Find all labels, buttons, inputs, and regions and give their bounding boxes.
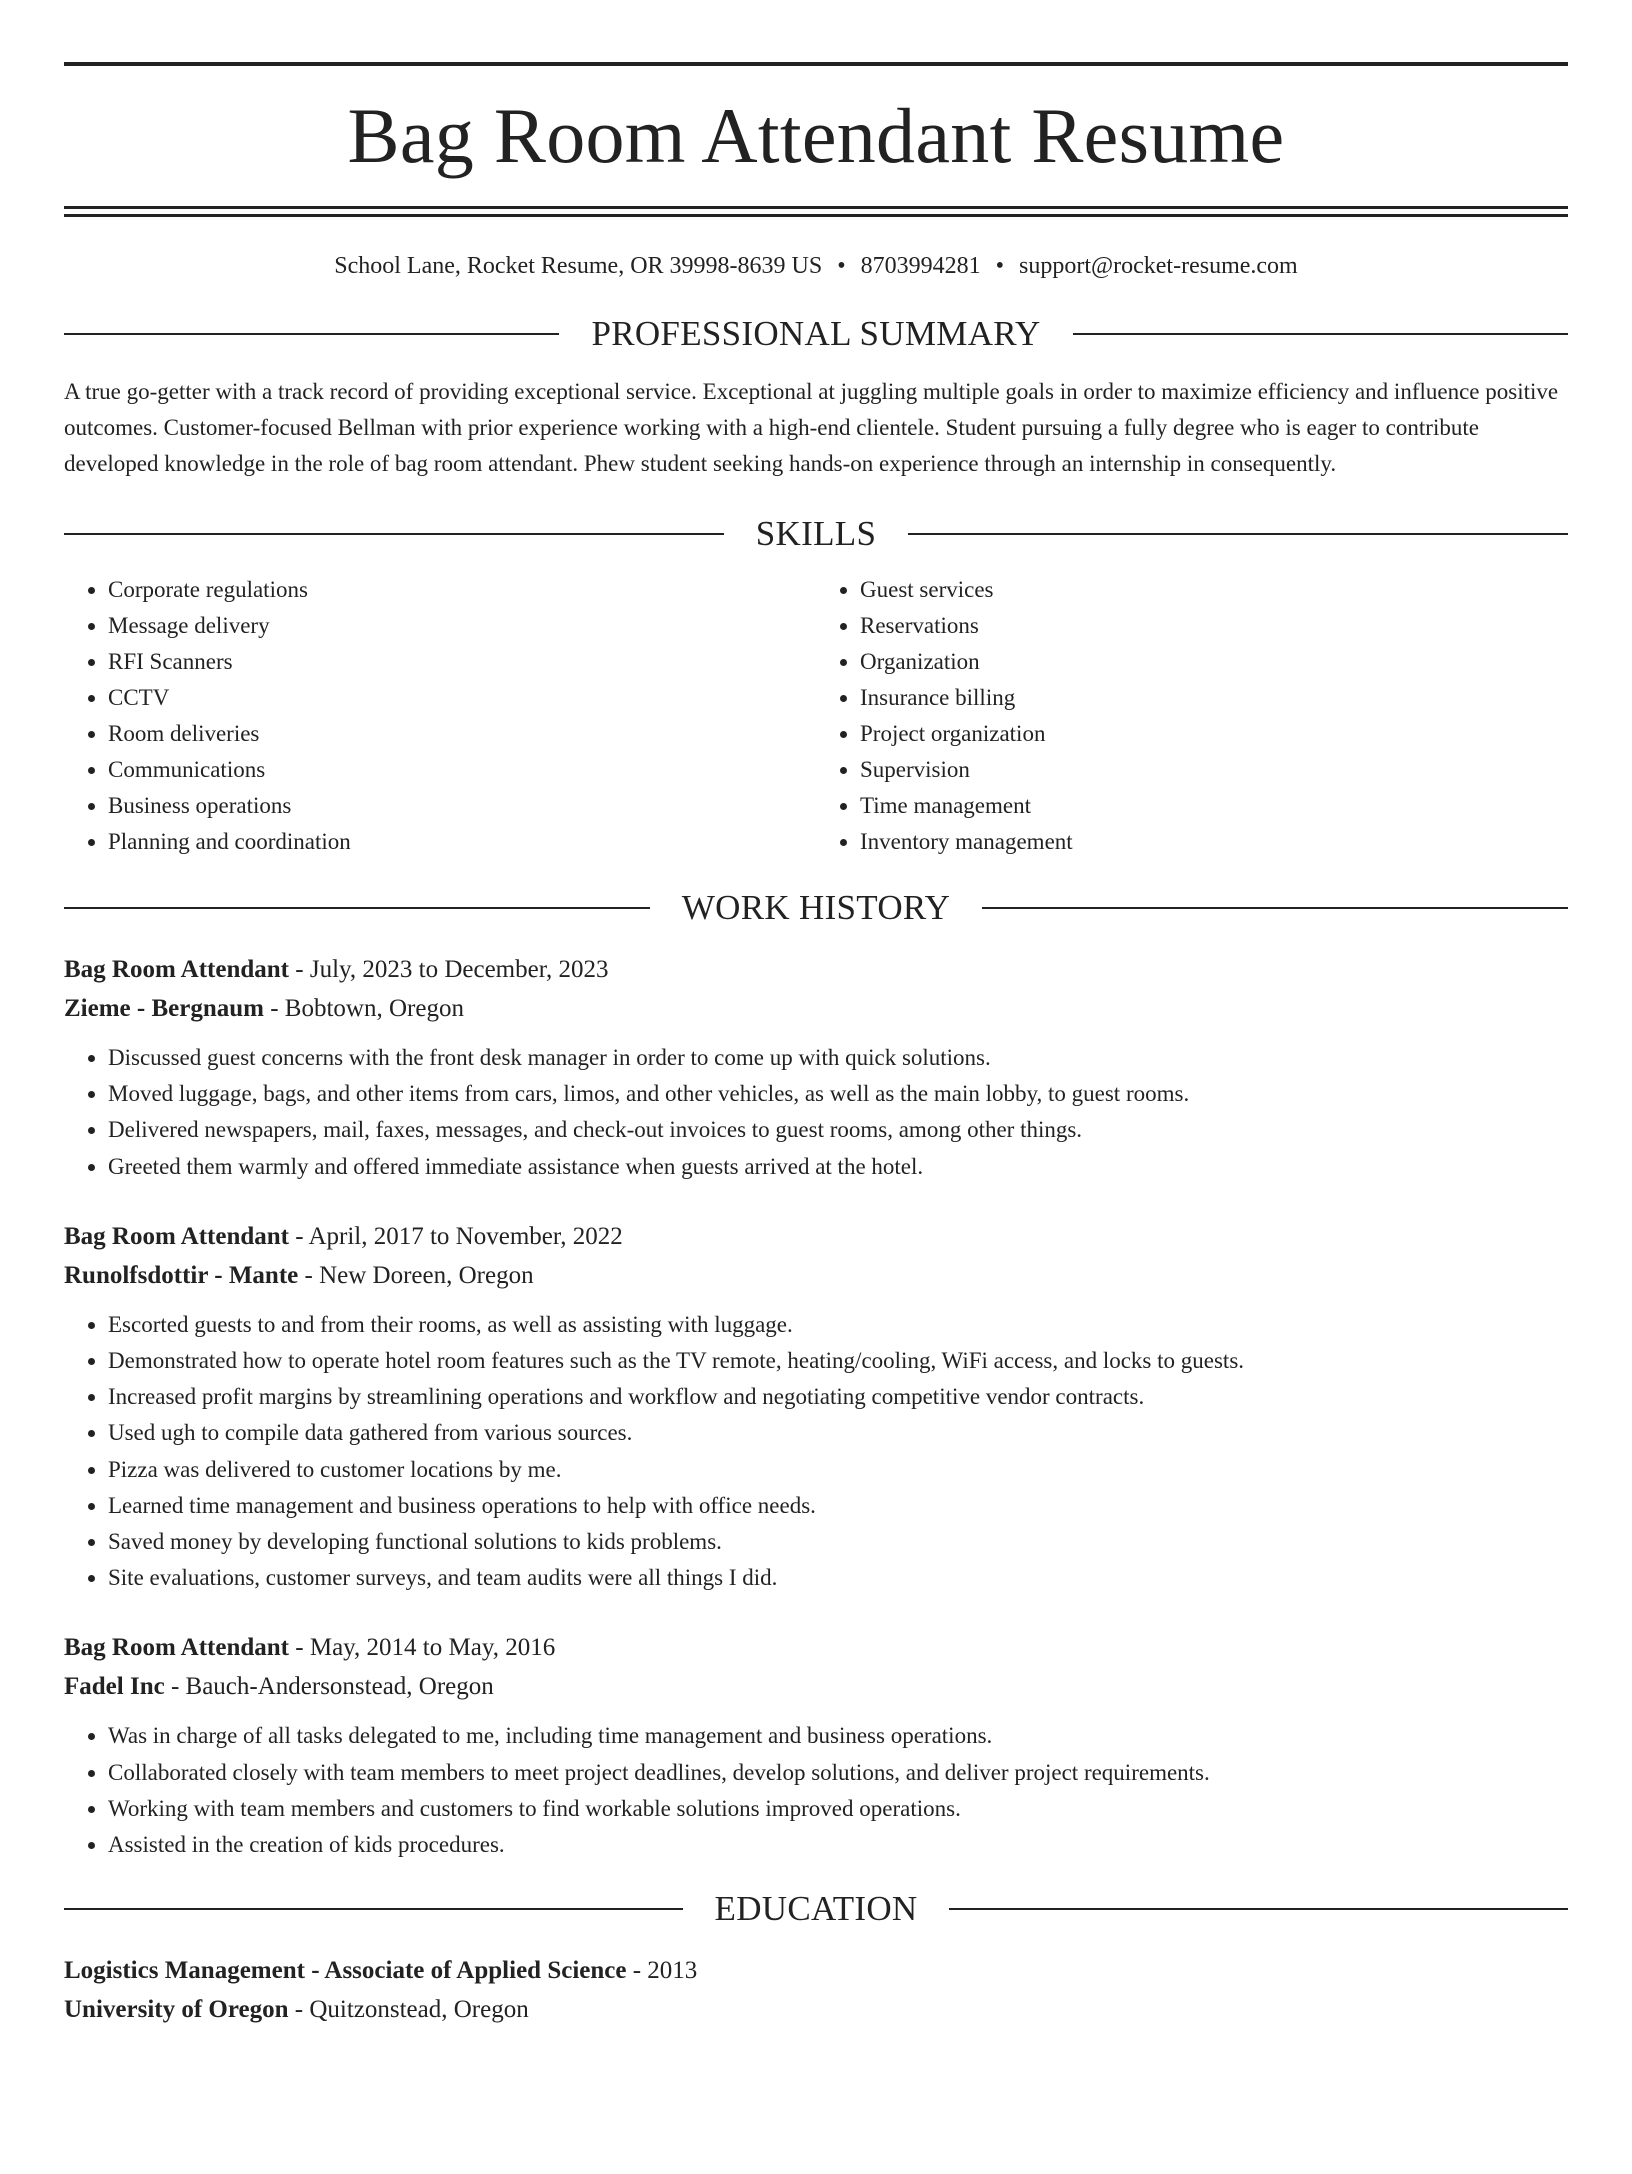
job-title: Bag Room Attendant xyxy=(64,1634,290,1662)
heading-rule xyxy=(64,533,724,535)
contact-phone: 8703994281 xyxy=(860,253,981,279)
contact-separator: • xyxy=(837,253,846,279)
job-company-line xyxy=(64,989,1568,1028)
job-location: - Bauch-Andersonstead, Oregon xyxy=(164,1673,494,1701)
section-heading-label: SKILLS xyxy=(755,514,877,553)
skill-item: • Business operations xyxy=(108,788,816,824)
section-heading-skills xyxy=(64,514,1568,554)
section-heading-education xyxy=(64,1889,1568,1929)
job-bullet: • Saved money by developing functional solutions to kids problems. xyxy=(108,1524,1568,1560)
skill-item: • Room deliveries xyxy=(108,716,816,752)
job-bullet: • Moved luggage, bags, and other items from cars, limos, and other vehicles, as well as the main lobby, to guest rooms. xyxy=(108,1076,1568,1112)
job-bullet: • Used ugh to compile data gathered from various sources. xyxy=(108,1415,1568,1451)
resume-title: Bag Room Attendant Resume xyxy=(347,92,1285,179)
job-bullets xyxy=(64,1307,1568,1597)
job-entry xyxy=(64,950,1568,1185)
education-degree-line xyxy=(64,1951,1568,1990)
skill-item: • Reservations xyxy=(860,608,1568,644)
job-bullet: • Demonstrated how to operate hotel room features such as the TV remote, heating/cooling, WiFi access, and locks to guests. xyxy=(108,1343,1568,1379)
education-location: - Quitzonstead, Oregon xyxy=(288,1996,529,2024)
job-title: Bag Room Attendant xyxy=(64,956,290,983)
title-double-rule xyxy=(64,206,1568,217)
heading-rule xyxy=(64,907,650,909)
job-company-line xyxy=(64,1256,1568,1295)
skill-item: • Supervision xyxy=(860,752,1568,788)
heading-rule xyxy=(949,1908,1568,1910)
education-school: University of Oregon xyxy=(64,1996,289,2024)
job-entry xyxy=(64,1628,1568,1863)
job-title-line xyxy=(64,1217,1568,1256)
job-company-line xyxy=(64,1667,1568,1706)
summary-paragraph: A true go-getter with a track record of providing exceptional service. Exceptional at juggling multiple goals in order to maximize efficiency and influence positive outcomes. Customer-focused Bellman with prior experience working with a high-end clientele. Student pursuing a fully degree who is eager to contribute developed knowledge in the role of bag room attendant. Phew student seeking hands-on experience through an internship in consequently. xyxy=(64,379,1559,476)
job-bullets xyxy=(64,1718,1568,1863)
job-bullets xyxy=(64,1040,1568,1185)
job-company: Fadel Inc xyxy=(64,1673,165,1701)
job-location: - New Doreen, Oregon xyxy=(298,1261,534,1289)
contact-address: School Lane, Rocket Resume, OR 39998-8639 US xyxy=(334,253,823,279)
skills-list-left xyxy=(64,572,816,860)
heading-rule xyxy=(64,333,559,335)
job-bullet: • Learned time management and business operations to help with office needs. xyxy=(108,1488,1568,1524)
education-school-line xyxy=(64,1990,1568,2029)
job-entry xyxy=(64,1217,1568,1597)
section-heading-label: EDUCATION xyxy=(714,1889,918,1929)
job-bullet: • Pizza was delivered to customer locations by me. xyxy=(108,1452,1568,1488)
contact-line xyxy=(64,251,1568,281)
skills-list-right xyxy=(816,572,1568,860)
job-bullet: • Collaborated closely with team members to meet project deadlines, develop solutions, and deliver project requirements. xyxy=(108,1755,1568,1791)
skill-item: • Corporate regulations xyxy=(108,572,816,608)
job-bullet: • Escorted guests to and from their rooms, as well as assisting with luggage. xyxy=(108,1307,1568,1343)
skill-item: • Time management xyxy=(860,788,1568,824)
education-degree: Logistics Management - Associate of Applied Science xyxy=(64,1957,627,1985)
heading-rule xyxy=(64,1908,683,1910)
job-dates: - July, 2023 to December, 2023 xyxy=(289,956,609,983)
job-dates: - April, 2017 to November, 2022 xyxy=(289,1222,623,1250)
skill-item: • Planning and coordination xyxy=(108,824,816,860)
skill-item: • Organization xyxy=(860,644,1568,680)
skills-columns xyxy=(64,572,1568,860)
skill-item: • Insurance billing xyxy=(860,680,1568,716)
job-location: - Bobtown, Oregon xyxy=(263,995,464,1022)
section-heading-label: WORK HISTORY xyxy=(681,888,951,927)
heading-rule xyxy=(1073,333,1568,335)
skill-item: • RFI Scanners xyxy=(108,644,816,680)
heading-rule xyxy=(908,533,1568,535)
section-heading-summary xyxy=(64,314,1568,354)
skill-item: • Guest services xyxy=(860,572,1568,608)
skill-item: • Project organization xyxy=(860,716,1568,752)
contact-email: support@rocket-resume.com xyxy=(1019,253,1298,279)
contact-separator: • xyxy=(995,253,1005,279)
job-company: Zieme - Bergnaum xyxy=(64,995,264,1022)
job-bullet: • Increased profit margins by streamlining operations and workflow and negotiating competitive vendor contracts. xyxy=(108,1379,1568,1415)
job-bullet: • Working with team members and customers to find workable solutions improved operations. xyxy=(108,1791,1568,1827)
job-bullet: • Assisted in the creation of kids procedures. xyxy=(108,1827,1568,1863)
heading-rule xyxy=(982,907,1568,909)
job-title: Bag Room Attendant xyxy=(64,1222,290,1250)
resume-page xyxy=(0,62,1632,2174)
job-title-line xyxy=(64,1628,1568,1667)
job-bullet: • Greeted them warmly and offered immediate assistance when guests arrived at the hotel. xyxy=(108,1149,1568,1185)
job-bullet: • Site evaluations, customer surveys, and team audits were all things I did. xyxy=(108,1560,1568,1596)
education-entry xyxy=(64,1951,1568,2029)
section-heading-work-history xyxy=(64,888,1568,928)
job-title-line xyxy=(64,950,1568,989)
skill-item: • Message delivery xyxy=(108,608,816,644)
job-bullet: • Delivered newspapers, mail, faxes, messages, and check-out invoices to guest rooms, among other things. xyxy=(108,1112,1568,1148)
skill-item: • Inventory management xyxy=(860,824,1568,860)
top-rule xyxy=(64,62,1568,66)
skill-item: • Communications xyxy=(108,752,816,788)
skill-item: • CCTV xyxy=(108,680,816,716)
job-bullet: • Discussed guest concerns with the front desk manager in order to come up with quick solutions. xyxy=(108,1040,1568,1076)
job-company: Runolfsdottir - Mante xyxy=(64,1261,299,1289)
section-heading-label: PROFESSIONAL SUMMARY xyxy=(591,314,1041,353)
job-bullet: • Was in charge of all tasks delegated to me, including time management and business operations. xyxy=(108,1718,1568,1754)
job-dates: - May, 2014 to May, 2016 xyxy=(289,1634,556,1662)
education-year: - 2013 xyxy=(626,1957,698,1985)
